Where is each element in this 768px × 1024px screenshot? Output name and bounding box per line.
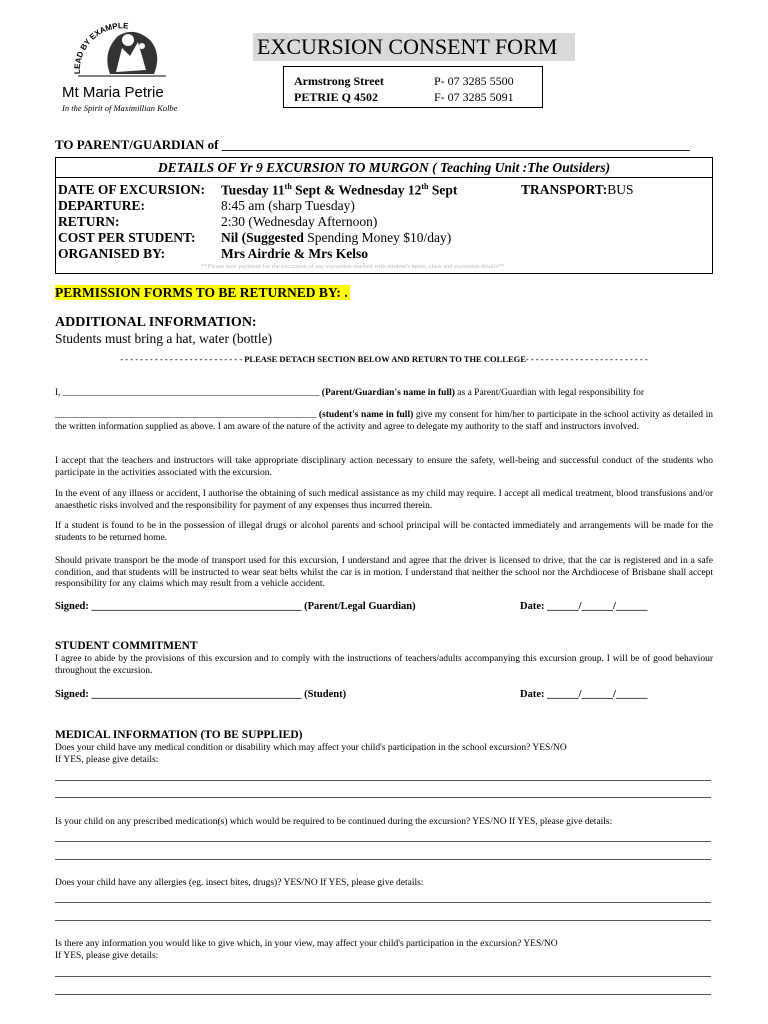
medical-q3: Does your child have any allergies (eg. insect bites, drugs)? YES/NO If YES, please give details:: [55, 878, 424, 888]
permission-return-line: [55, 285, 350, 301]
additional-info-heading: ADDITIONAL INFORMATION:: [55, 315, 257, 330]
answer-line[interactable]: [55, 780, 711, 781]
medical-q4-if: If YES, please give details:: [55, 951, 159, 961]
medical-heading: MEDICAL INFORMATION (TO BE SUPPLIED): [55, 729, 303, 741]
answer-line[interactable]: [55, 976, 711, 977]
answer-line[interactable]: [55, 859, 711, 860]
date-label: DATE OF EXCURSION:: [58, 182, 206, 197]
address-box: [283, 66, 543, 108]
address-street: Armstrong Street: [294, 74, 384, 88]
organised-label: ORGANISED BY:: [58, 246, 166, 261]
student-commitment-text: I agree to abide by the provisions of this excursion and to comply with the instructions of teachers/adults accompanying this excursion group. I will be of good behaviour throughout the excursion.: [55, 654, 713, 676]
transport: TRANSPORT:BUS: [521, 182, 634, 197]
departure-label: DEPARTURE:: [58, 198, 146, 213]
consent-discipline: I accept that the teachers and instructors will take appropriate disciplinary action necessary to ensure the safety, well-being and successful conduct of the students who participate in the activities associated with the excursion.: [55, 456, 713, 478]
address-fax: F- 07 3285 5091: [434, 90, 514, 104]
address-suburb: PETRIE Q 4502: [294, 90, 379, 104]
student-date-line[interactable]: Date: ______/______/______: [520, 689, 648, 700]
answer-line[interactable]: [55, 994, 711, 995]
medical-q1-if: If YES, please give details:: [55, 755, 159, 765]
medical-q2: Is your child on any prescribed medication(s) which would be required to be continued during the excursion? YES/NO If YES, please give details:: [55, 817, 613, 827]
school-name: Mt Maria Petrie: [62, 84, 164, 101]
consent-medical: In the event of any illness or accident, I authorise the obtaining of such medical assistance as my child may require. I accept all medical treatment, blood transfusions and/or anaesthetic risks involved and the responsibility for payment of any expenses thus incurred therein.: [55, 489, 713, 511]
student-signature-line[interactable]: Signed: ________________________________________ (Student): [55, 689, 347, 700]
permission-value: .: [340, 285, 348, 300]
consent-transport: Should private transport be the mode of transport used for this excursion, I understand and agree that the driver is licensed to drive, that the car is registered and in a safe condition, and that students will be instructed to wear seat belts whilst the car is in motion. I understand that neither the school nor the Archdiocese of Brisbane shall accept responsibility for any claims which may result from a vehicle accident.: [55, 556, 713, 589]
student-commitment-heading: STUDENT COMMITMENT: [55, 640, 198, 652]
faint-note: **Please note payment for the excursion of any excursion marked with student's name, class and excursion details**: [201, 263, 505, 270]
cost-value: Nil (Suggested Spending Money $10/day): [221, 230, 452, 245]
permission-label: PERMISSION FORMS TO BE RETURNED BY:: [55, 285, 341, 300]
departure-value: 8:45 am (sharp Tuesday): [221, 198, 355, 213]
medical-q1: Does your child have any medical condition or disability which may affect your child's participation in the school excursion? YES/NO: [55, 743, 567, 753]
return-value: 2:30 (Wednesday Afternoon): [221, 214, 378, 229]
return-label: RETURN:: [58, 214, 120, 229]
parent-signature-line[interactable]: Signed: ________________________________________ (Parent/Legal Guardian): [55, 601, 416, 612]
details-heading: DETAILS OF Yr 9 EXCURSION TO MURGON ( Teaching Unit :The Outsiders): [56, 158, 712, 178]
school-tagline: In the Spirit of Maximillian Kolbe: [62, 103, 178, 113]
answer-line[interactable]: [55, 797, 711, 798]
address-phone: P- 07 3285 5500: [434, 74, 514, 88]
answer-line[interactable]: [55, 841, 711, 842]
medical-q4: Is there any information you would like to give which, in your view, may affect your child's participation in the excursion? YES/NO: [55, 939, 558, 949]
form-title: EXCURSION CONSENT FORM: [253, 33, 575, 61]
detach-line: - - - - - - - - - - - - - - - - - - - - - - - - - PLEASE DETACH SECTION BELOW AND RETURN TO THE COLLEGE- - - - - - - - - - - - - - - - - - - - - - - - -: [120, 354, 648, 364]
consent-drugs: If a student is found to be in the possession of illegal drugs or alcohol parents and school principal will be contacted immediately and arrangements will be made for the students to be returned home.: [55, 521, 713, 543]
consent-line-2: _______________________________________________________ (student's name in full) give my consent for him/her to participate in the school activity as detailed in the written information supplied as above. I am aware of the nature of the activity and agree to delegate my authority to the staff and instructors involved.: [55, 410, 713, 432]
date-value: Tuesday 11th Sept & Wednesday 12th Sept: [221, 182, 458, 198]
excursion-details-box: [55, 157, 713, 274]
organised-value: Mrs Airdrie & Mrs Kelso: [221, 246, 368, 261]
to-parent-line: TO PARENT/GUARDIAN of ________________________________________________________________________: [55, 137, 690, 152]
additional-info-text: Students must bring a hat, water (bottle): [55, 331, 273, 346]
parent-date-line[interactable]: Date: ______/______/______: [520, 601, 648, 612]
consent-line-1: I, ______________________________________________________ (Parent/Guardian's name in full) as a Parent/Guardian with legal responsibility for: [55, 388, 645, 398]
cost-label: COST PER STUDENT:: [58, 230, 196, 245]
logo-motto-arc: LEAD BY EXAMPLE: [72, 21, 129, 75]
answer-line[interactable]: [55, 920, 711, 921]
answer-line[interactable]: [55, 902, 711, 903]
